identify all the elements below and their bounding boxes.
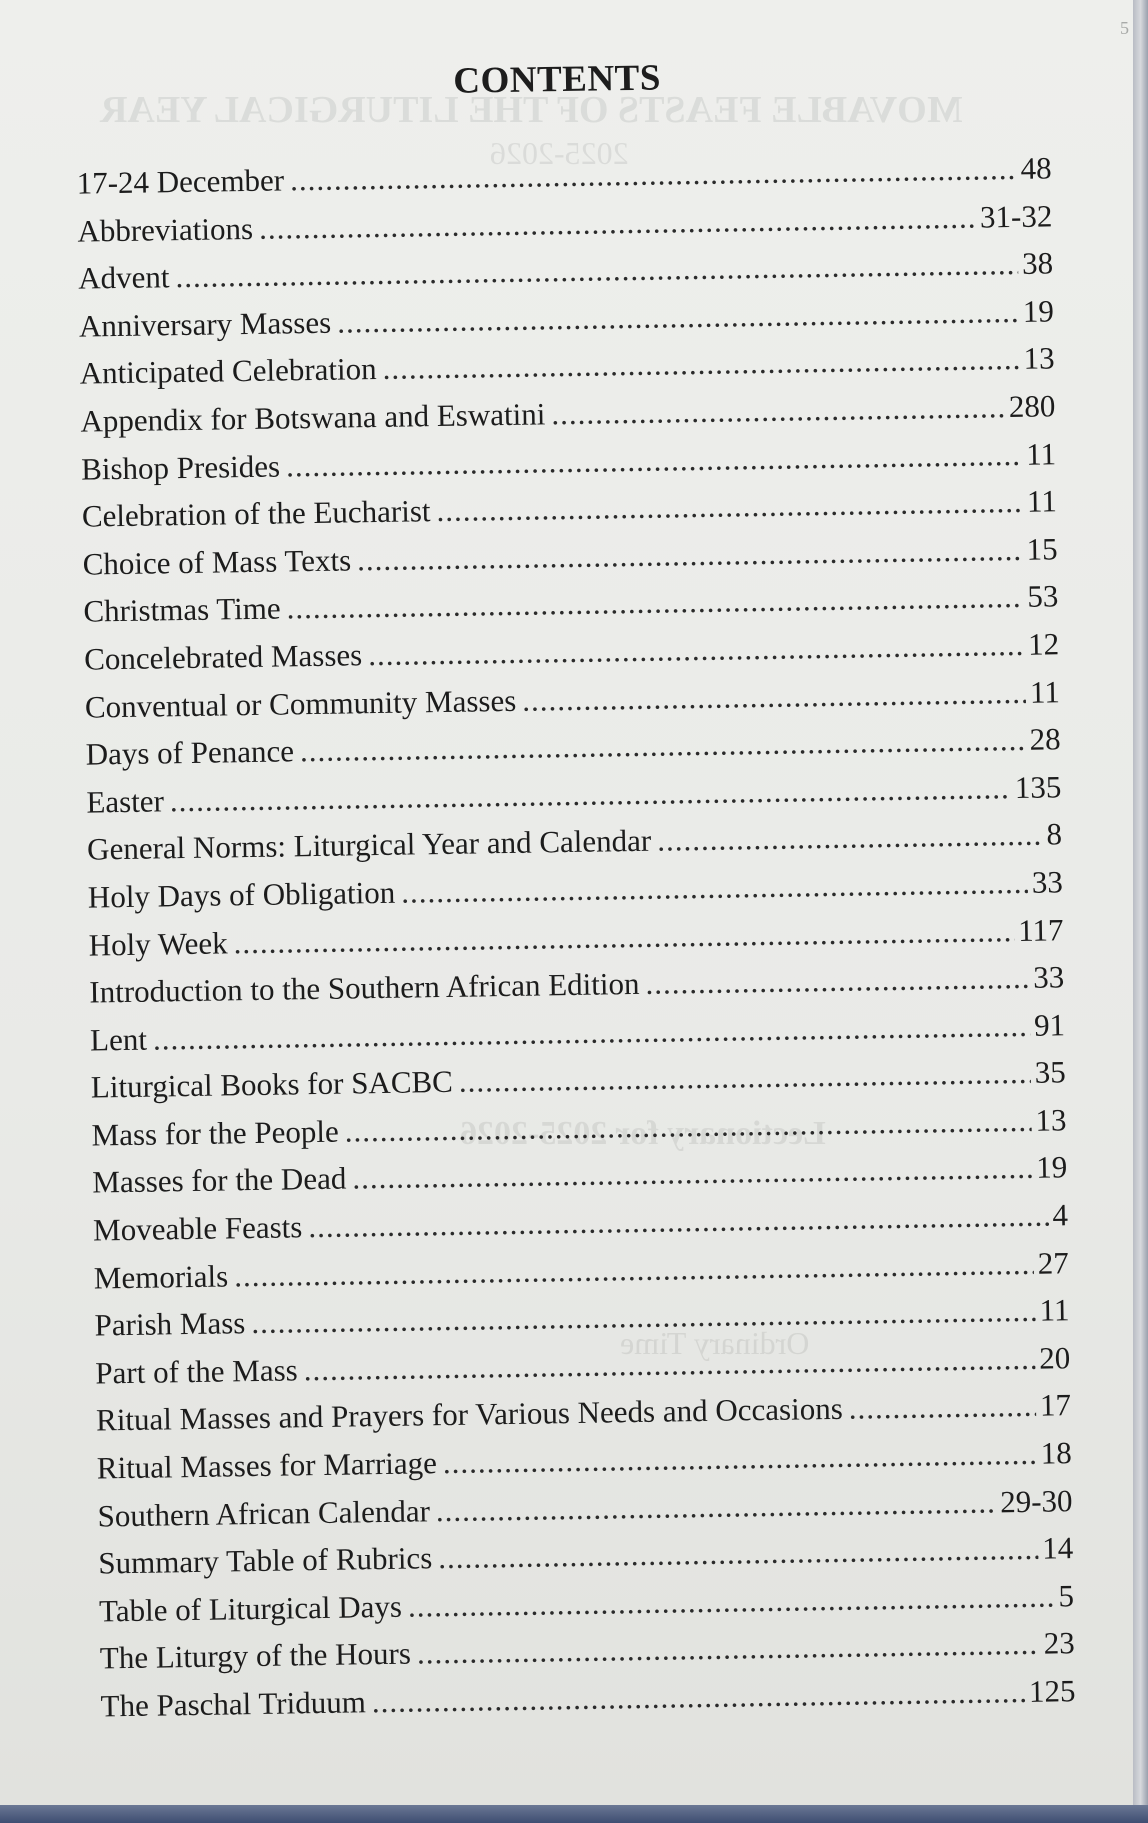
toc-entry-page-number: 20 [1038,1340,1071,1376]
toc-entry-page-number: 11 [1029,673,1061,710]
toc-entry-page-number: 53 [1027,578,1059,615]
corner-page-mark: 5 [1120,18,1129,38]
toc-entry-label: Memorials [93,1258,229,1296]
toc-entry-page-number: 15 [1026,531,1058,567]
toc-entry-label: Parish Mass [94,1305,246,1343]
toc-entry-label: Abbreviations [77,210,254,249]
bleed-through-lectionary: Lectionary for 2025-2026 [460,1115,826,1152]
dot-leader [522,668,1026,724]
toc-entry-page-number: 23 [1043,1625,1076,1662]
toc-entry-label: The Liturgy of the Hours [99,1636,412,1676]
toc-entry-label: Days of Penance [85,733,295,772]
bleed-through-ordinary-time: Ordinary Time [620,1325,810,1361]
dot-leader [657,811,1043,865]
toc-entry-label: Liturgical Books for SACBC [90,1064,454,1105]
book-cover-edge [0,1805,1148,1823]
toc-entry-page-number: 4 [1052,1197,1069,1233]
toc-entry-page-number: 33 [1031,864,1064,900]
toc-entry-page-number: 280 [1008,388,1056,425]
toc-entry-label: Anniversary Masses [78,304,332,344]
bleed-through-year: 2025-2026 [490,135,629,171]
toc-entry-label: Conventual or Community Masses [84,682,517,725]
dot-leader [551,383,1005,438]
toc-entry-page-number: 8 [1046,816,1063,852]
toc-entry-label: Ritual Masses for Marriage [96,1445,438,1486]
toc-entry-label: Lent [89,1021,148,1058]
toc-entry-page-number: 12 [1027,626,1060,662]
toc-entry-page-number: 135 [1014,768,1062,805]
toc-entry-page-number: 11 [1039,1292,1070,1328]
dot-leader [645,954,1030,1008]
toc-entry-page-number: 17 [1039,1387,1072,1424]
bleed-through-heading: MOVABLE FEASTS OF THE LITURGICAL YEAR [100,89,963,131]
toc-entry-label: Part of the Mass [95,1352,298,1391]
toc-entry-label: Holy Days of Obligation [87,874,396,915]
toc-entry-label: Moveable Feasts [92,1209,303,1248]
toc-entry-label: Ritual Masses and Prayers for Various Needs and Occasions [95,1391,844,1438]
toc-entry-page-number: 91 [1033,1006,1066,1043]
toc-entry-page-number: 29-30 [999,1482,1073,1519]
toc-entry-page-number: 19 [1035,1149,1068,1186]
toc-entry-label: Bishop Presides [80,448,281,487]
toc-entry-label: Anticipated Celebration [79,351,377,392]
toc-entry-label: Choice of Mass Texts [82,542,352,582]
toc-entry-label: Easter [86,783,165,820]
toc-entry-page-number: 28 [1029,721,1061,757]
toc-entry-label: Summary Table of Rubrics [98,1540,433,1581]
toc-entry-label: Masses for the Dead [92,1161,347,1201]
toc-entry-page-number: 38 [1021,245,1054,282]
toc-entry-label: Appendix for Botswana and Eswatini [80,396,546,439]
toc-entry-label: Celebration of the Eucharist [81,493,431,534]
dot-leader [371,1668,1025,1726]
toc-entry-label: Introduction to the Southern African Edition [89,966,640,1010]
toc-entry-label: Advent [77,259,170,296]
toc-entry-label: Mass for the People [91,1113,339,1153]
toc-entry-label: Christmas Time [83,590,281,629]
toc-entry-page-number: 125 [1028,1673,1076,1709]
page-edge [1133,0,1148,1823]
toc-entry-page-number: 31-32 [979,197,1053,235]
toc-entry-label: Concelebrated Masses [83,637,363,677]
toc-entry-page-number: 11 [1026,483,1058,519]
toc-entry-page-number: 48 [1020,150,1052,186]
toc-entry-label: Southern African Calendar [97,1492,431,1534]
toc-entry-page-number: 13 [1023,340,1055,377]
table-of-contents [76,144,1076,1730]
toc-entry-page-number: 5 [1058,1577,1075,1614]
toc-entry-page-number: 19 [1022,293,1055,329]
toc-entry-page-number: 27 [1037,1244,1070,1281]
toc-entry-page-number: 18 [1040,1435,1073,1471]
toc-entry-label: The Paschal Triduum [100,1684,367,1724]
toc-entry-label: Table of Liturgical Days [98,1588,403,1629]
toc-entry-page-number: 14 [1041,1530,1074,1566]
toc-entry-page-number: 35 [1034,1054,1067,1091]
toc-entry-label: 17-24 December [76,162,285,201]
toc-entry-page-number: 11 [1025,435,1057,472]
toc-entry-label: General Norms: Liturgical Year and Calendar [86,823,652,867]
toc-entry-page-number: 33 [1032,959,1065,995]
page-title: CONTENTS [453,57,662,102]
toc-entry-page-number: 117 [1017,911,1064,948]
dot-leader [848,1382,1036,1433]
toc-entry-page-number: 13 [1035,1102,1067,1138]
toc-entry-label: Holy Week [88,924,228,963]
